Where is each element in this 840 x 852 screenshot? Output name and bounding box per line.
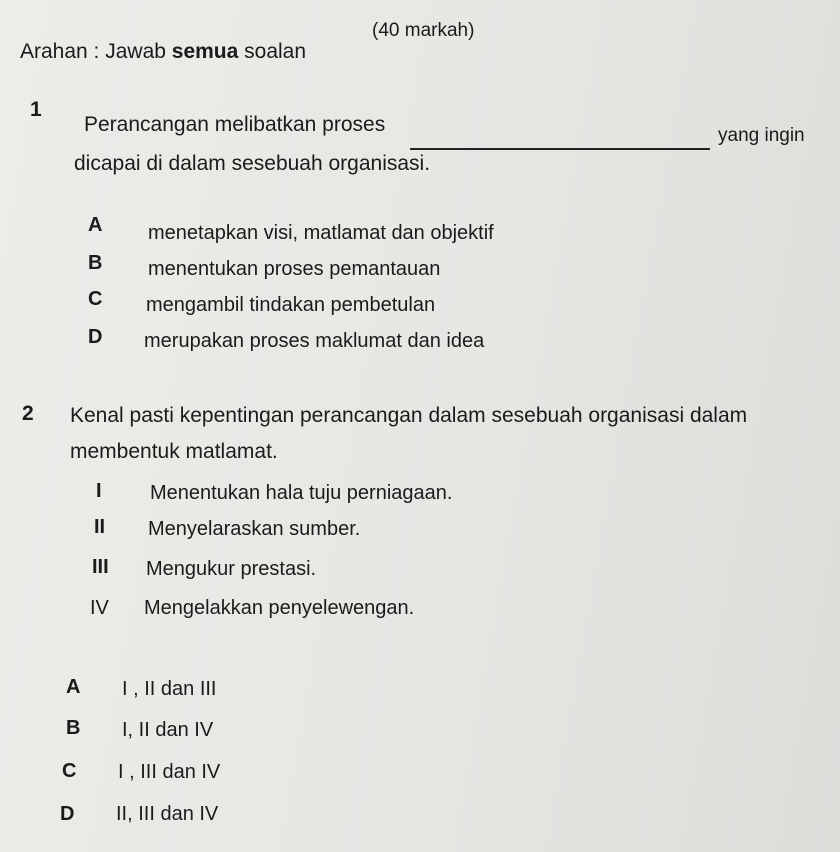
instruction-prefix: Arahan : Jawab [20, 40, 172, 63]
q2-option-a-text: I , II dan III [122, 678, 217, 700]
q2-option-c-text: I , III dan IV [118, 761, 221, 783]
q2-statement-4-numeral: IV [90, 597, 109, 619]
instruction-suffix: soalan [238, 40, 307, 63]
q2-statement-1-text: Menentukan hala tuju perniagaan. [150, 482, 453, 504]
question-1-number: 1 [30, 98, 42, 121]
question-1-text-part2: yang ingin [718, 125, 805, 146]
q2-option-b-letter: B [66, 717, 81, 739]
question-2-text-line2: membentuk matlamat. [70, 440, 278, 463]
q1-option-b-text: menentukan proses pemantauan [148, 258, 441, 280]
q2-option-b-text: I, II dan IV [122, 719, 214, 741]
q2-statement-3-text: Mengukur prestasi. [146, 558, 317, 580]
q2-statement-1-numeral: I [96, 480, 102, 502]
q1-option-c-letter: C [88, 288, 103, 310]
q1-option-b-letter: B [88, 252, 103, 274]
q2-statement-3-numeral: III [92, 556, 109, 578]
question-1-blank [410, 148, 710, 150]
q2-statement-2-numeral: II [94, 516, 106, 538]
instruction-bold-word: semua [171, 40, 239, 63]
q2-option-d-text: II, III dan IV [116, 803, 219, 825]
marks-label: (40 markah) [372, 20, 475, 41]
q1-option-d-letter: D [88, 326, 103, 348]
q1-option-a-letter: A [88, 214, 103, 236]
instruction-line [20, 40, 306, 64]
q2-option-c-letter: C [62, 760, 77, 782]
q2-option-a-letter: A [66, 676, 81, 698]
question-1-text-part3: dicapai di dalam sesebuah organisasi. [74, 152, 431, 175]
q2-option-d-letter: D [60, 803, 75, 825]
q1-option-a-text: menetapkan visi, matlamat dan objektif [148, 222, 494, 244]
question-2-text-line1: Kenal pasti kepentingan perancangan dalam sesebuah organisasi dalam [70, 404, 748, 427]
q2-statement-2-text: Menyelaraskan sumber. [148, 518, 361, 540]
q1-option-d-text: merupakan proses maklumat dan idea [144, 330, 485, 352]
question-2-number: 2 [22, 402, 34, 425]
q2-statement-4-text: Mengelakkan penyelewengan. [144, 597, 415, 619]
q1-option-c-text: mengambil tindakan pembetulan [146, 294, 436, 316]
question-1-text-part1: Perancangan melibatkan proses [84, 113, 386, 136]
